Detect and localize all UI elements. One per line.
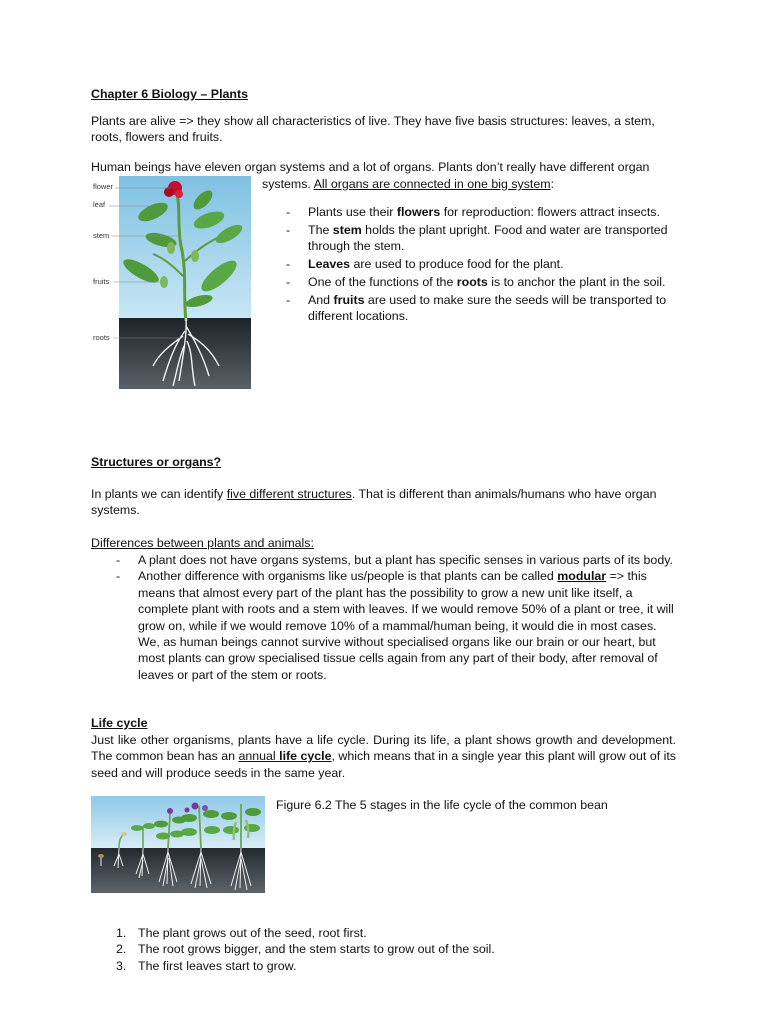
bullet-mark: - <box>116 553 121 567</box>
plant-diagram <box>91 176 251 389</box>
bullet-text: One of the functions of the <box>308 274 457 289</box>
bullet-mark: - <box>286 222 291 237</box>
bullet-text: holds the plant upright. Food and water are transported through the stem. <box>308 222 668 254</box>
list-item <box>286 204 678 220</box>
life-cycle-text: Just like other organisms, plants have a life cycle. During its life, a plant shows growth and development. The common bean has an <box>91 733 676 764</box>
bullet-text: => this means that almost every part of the plant has the possibility to grow a new unit like itself, a complete plant with roots and a stem with leaves. If we would remove 50% of a plant or tree, it will grow on, while if we would remove 10% of a mammal/human being, it would die in most cases. We, as human beings cannot survive without specialised organs like our brain or our heart, but most plants can grow specialised tissue cells again from any part of their body, after removal of leaves or part of the stem or roots. <box>138 569 674 682</box>
bullet-text: And <box>308 292 334 307</box>
bullet-mark: - <box>286 274 291 289</box>
bullet-text: Another difference with organisms like us/people is that plants can be called <box>138 569 558 584</box>
life-cycle-text: , which means that in a single year this plant will grow out of its seed and will produce seeds in the same year. <box>91 749 676 780</box>
list-item <box>116 568 678 683</box>
intro-paragraph: Plants are alive => they show all characteristics of live. They have five basis structures: leaves, a stem, roots, flowers and fruits. <box>91 114 655 145</box>
annual-term: annual <box>238 749 280 764</box>
figure-caption: Figure 6.2 The 5 stages in the life cycle of the common bean <box>276 798 608 812</box>
step-number: 3. <box>116 958 127 973</box>
bullet-text: is to anchor the plant in the soil. <box>487 274 666 289</box>
list-item <box>286 274 678 290</box>
modular-term: modular <box>557 569 607 584</box>
bean-life-cycle-figure <box>91 796 265 893</box>
structures-text: In plants we can identify <box>91 487 227 501</box>
step-text: The first leaves start to grow. <box>138 958 297 973</box>
bullet-text: for reproduction: flowers attract insects. <box>440 205 660 219</box>
bullet-text: are used to produce food for the plant. <box>350 257 564 271</box>
differences-heading: Differences between plants and animals: <box>91 536 314 550</box>
list-item <box>116 552 678 568</box>
list-item <box>286 222 678 255</box>
bullet-text: Plants use their <box>308 205 397 219</box>
structures-text: . That is different than animals/humans who have organ systems. <box>91 487 657 518</box>
bullet-bold-term: fruits <box>333 292 365 307</box>
organs-paragraph-line2 <box>262 176 554 192</box>
plant-diagram-image <box>91 176 251 389</box>
bean-life-cycle-image <box>91 796 265 893</box>
life-cycle-steps-list <box>116 925 678 974</box>
organs-paragraph-line1: Human beings have eleven organ systems and a lot of organs. Plants don’t really have different organ <box>91 160 650 174</box>
five-structures-phrase: five different structures <box>226 487 352 501</box>
chapter-title: Chapter 6 Biology – Plants <box>91 87 248 101</box>
label-roots: roots <box>93 333 110 342</box>
bullet-bold-term: stem <box>332 222 362 237</box>
list-item <box>286 256 678 272</box>
step-text: The root grows bigger, and the stem starts to grow out of the soil. <box>138 942 495 957</box>
list-item <box>116 925 678 941</box>
organs-line2-prefix: systems. <box>262 177 314 191</box>
difference-bullet-list <box>116 552 678 683</box>
bullet-bold-term: flowers <box>396 205 441 219</box>
step-text: The plant grows out of the seed, root first. <box>138 926 367 940</box>
structures-heading: Structures or organs? <box>91 455 222 469</box>
life-cycle-term: life cycle <box>279 749 332 764</box>
label-leaf: leaf <box>93 200 106 209</box>
bullet-text: A plant does not have organs systems, but a plant has specific senses in various parts of its body. <box>138 553 673 567</box>
step-number: 1. <box>116 926 127 940</box>
bullet-mark: - <box>286 292 291 307</box>
structures-paragraph <box>91 486 671 519</box>
bullet-bold-term: Leaves <box>308 257 351 271</box>
bullet-bold-term: roots <box>456 274 488 289</box>
list-item <box>116 958 678 974</box>
label-fruits: fruits <box>93 277 110 286</box>
life-cycle-paragraph <box>91 732 676 781</box>
bullet-text: The <box>308 222 333 237</box>
list-item <box>116 941 678 957</box>
bullet-mark: - <box>286 205 291 219</box>
organs-line2-suffix: : <box>550 177 555 191</box>
label-flower: flower <box>93 182 114 191</box>
life-cycle-heading: Life cycle <box>91 716 148 730</box>
step-number: 2. <box>116 942 127 957</box>
list-item <box>286 292 678 325</box>
organ-bullet-list <box>286 204 678 324</box>
bullet-mark: - <box>116 569 121 584</box>
organs-connected-phrase: All organs are connected in one big system <box>313 177 551 191</box>
label-stem: stem <box>93 231 110 240</box>
bullet-text: are used to make sure the seeds will be transported to different locations. <box>308 292 667 323</box>
bullet-mark: - <box>286 257 291 271</box>
